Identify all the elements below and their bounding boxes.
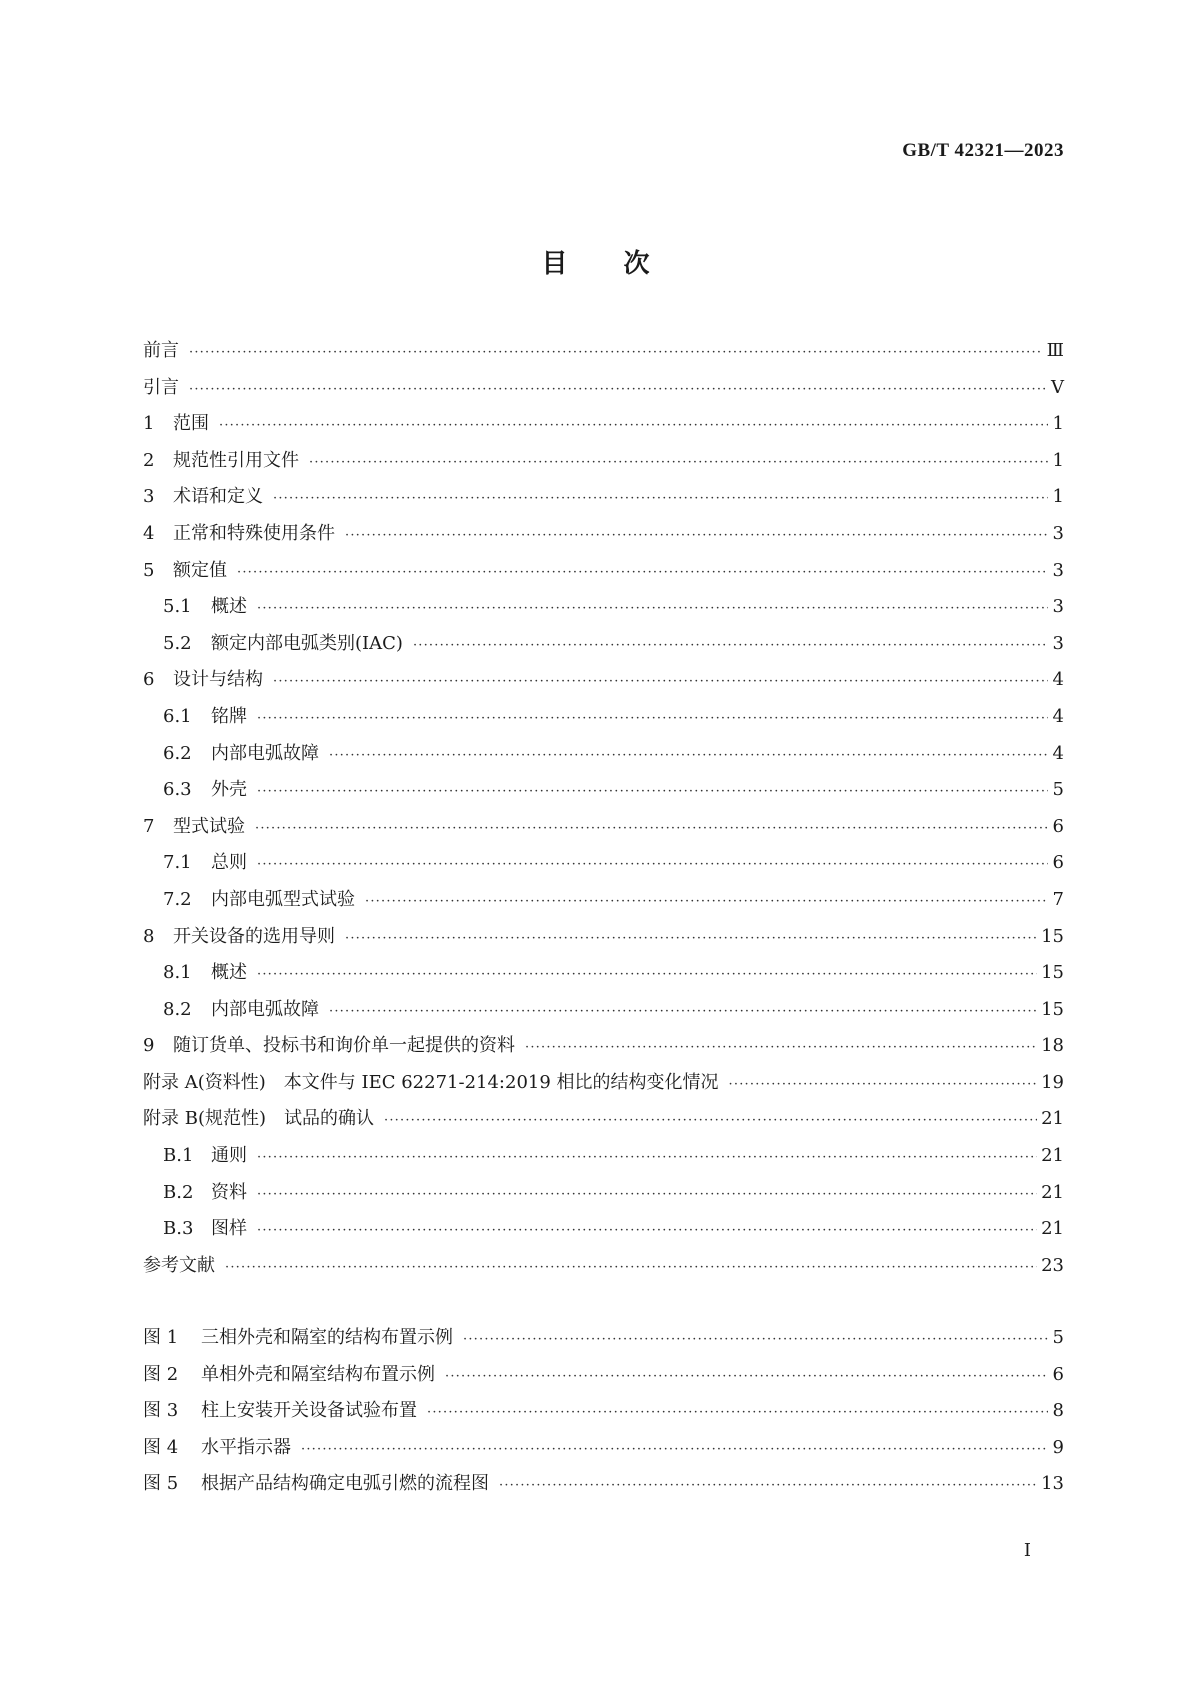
dot-leader — [257, 1219, 1037, 1243]
dot-leader — [257, 853, 1048, 877]
toc-entry-label: 外壳 — [211, 779, 247, 801]
toc-entry-page: 6 — [1052, 815, 1064, 837]
toc-entry-label: 前言 — [143, 340, 179, 361]
toc-entry-number: 6.2 — [163, 742, 192, 764]
table-of-contents — [143, 339, 1064, 1290]
toc-entry-label: 概述 — [211, 596, 247, 618]
figure-entry-page: 6 — [1052, 1363, 1064, 1385]
dot-leader — [309, 451, 1048, 475]
dot-leader — [345, 524, 1048, 548]
figure-entry[interactable] — [143, 1399, 1064, 1436]
toc-entry-page: Ⅲ — [1046, 340, 1064, 361]
toc-entry[interactable] — [143, 1034, 1064, 1071]
toc-entry[interactable] — [143, 925, 1064, 962]
toc-entry-number: 5 — [143, 559, 155, 581]
toc-entry-label: 内部电弧型式试验 — [211, 888, 355, 910]
toc-entry-page: 21 — [1041, 1218, 1064, 1240]
toc-entry-page: 4 — [1052, 669, 1064, 691]
dot-leader — [257, 1146, 1037, 1170]
dot-leader — [301, 1438, 1048, 1462]
toc-entry[interactable] — [143, 1254, 1064, 1291]
toc-entry[interactable] — [143, 705, 1064, 742]
figure-list — [143, 1326, 1064, 1509]
dot-leader — [413, 634, 1048, 658]
toc-entry-number: 2 — [143, 449, 155, 471]
toc-entry[interactable] — [143, 1071, 1064, 1108]
figure-entry-page: 8 — [1052, 1400, 1064, 1422]
dot-leader — [365, 890, 1048, 914]
toc-entry-number: 7 — [143, 815, 155, 837]
toc-entry-page: Ⅴ — [1051, 376, 1064, 398]
toc-entry[interactable] — [143, 961, 1064, 998]
dot-leader — [525, 1036, 1037, 1060]
dot-leader — [729, 1073, 1038, 1097]
figure-entry-page: 5 — [1052, 1327, 1064, 1348]
dot-leader — [257, 597, 1048, 621]
figure-entry-number: 图 3 — [143, 1400, 179, 1422]
dot-leader — [329, 1000, 1037, 1024]
toc-entry-label: 附录 B(规范性) 试品的确认 — [143, 1108, 374, 1130]
toc-entry-page: 3 — [1052, 559, 1064, 581]
toc-entry[interactable] — [143, 1181, 1064, 1218]
figure-entry-page: 9 — [1052, 1436, 1064, 1458]
dot-leader — [329, 744, 1048, 768]
figure-entry-number: 图 4 — [143, 1436, 179, 1458]
dot-leader — [189, 341, 1043, 365]
toc-entry-label: 概述 — [211, 962, 247, 984]
toc-entry-page: 1 — [1052, 486, 1064, 508]
toc-entry-number: B.3 — [163, 1218, 194, 1240]
figure-entry-number: 图 5 — [143, 1473, 179, 1495]
toc-entry-number: 6.3 — [163, 779, 192, 801]
toc-entry-number: 3 — [143, 486, 155, 508]
toc-entry-label: 参考文献 — [143, 1254, 215, 1276]
toc-entry[interactable] — [143, 1107, 1064, 1144]
dot-leader — [257, 963, 1037, 987]
toc-entry-number: 6.1 — [163, 705, 192, 727]
toc-entry-label: 铭牌 — [211, 705, 247, 727]
toc-entry-number: 9 — [143, 1035, 155, 1057]
toc-entry-page: 15 — [1041, 925, 1064, 947]
toc-entry[interactable] — [143, 595, 1064, 632]
toc-entry-label: 额定内部电弧类别(IAC) — [211, 632, 403, 654]
toc-entry[interactable] — [143, 742, 1064, 779]
figure-entry-label: 根据产品结构确定电弧引燃的流程图 — [201, 1473, 489, 1495]
figure-entry-page: 13 — [1041, 1473, 1064, 1495]
toc-entry[interactable] — [143, 668, 1064, 705]
toc-entry-page: 7 — [1052, 888, 1064, 910]
toc-entry-number: 5.2 — [163, 632, 192, 654]
toc-entry-page: 4 — [1052, 705, 1064, 727]
figure-entry[interactable] — [143, 1363, 1064, 1400]
toc-entry-label: 额定值 — [173, 559, 227, 581]
dot-leader — [384, 1109, 1037, 1133]
toc-entry-label: 图样 — [211, 1218, 247, 1240]
toc-entry-number: 5.1 — [163, 596, 192, 618]
toc-entry-number: 6 — [143, 669, 155, 691]
toc-entry-page: 3 — [1052, 522, 1064, 544]
toc-entry-label: 规范性引用文件 — [173, 449, 299, 471]
toc-entry[interactable] — [143, 998, 1064, 1035]
toc-entry-label: 随订货单、投标书和询价单一起提供的资料 — [173, 1035, 515, 1057]
figure-entry-label: 水平指示器 — [201, 1436, 291, 1458]
figure-entry-label: 三相外壳和隔室的结构布置示例 — [201, 1327, 453, 1348]
toc-entry-number: 1 — [143, 413, 155, 435]
toc-entry[interactable] — [143, 632, 1064, 669]
toc-entry[interactable] — [143, 559, 1064, 596]
dot-leader — [463, 1328, 1048, 1352]
toc-entry-number: B.2 — [163, 1181, 194, 1203]
dot-leader — [255, 817, 1048, 841]
toc-entry-label: 型式试验 — [173, 815, 245, 837]
toc-entry[interactable] — [143, 778, 1064, 815]
toc-entry-label: 内部电弧故障 — [211, 742, 319, 764]
toc-entry[interactable] — [143, 851, 1064, 888]
toc-entry-number: 8.2 — [163, 998, 192, 1020]
toc-entry-page: 1 — [1052, 413, 1064, 435]
dot-leader — [499, 1474, 1037, 1498]
figure-entry[interactable] — [143, 1472, 1064, 1509]
toc-entry-label: 引言 — [143, 376, 179, 398]
toc-entry-number: 8 — [143, 925, 155, 947]
toc-entry[interactable] — [143, 888, 1064, 925]
figure-entry-label: 单相外壳和隔室结构布置示例 — [201, 1363, 435, 1385]
toc-entry-label: 设计与结构 — [173, 669, 263, 691]
toc-entry-label: 范围 — [173, 413, 209, 435]
toc-entry-page: 21 — [1041, 1181, 1064, 1203]
toc-entry[interactable] — [143, 522, 1064, 559]
toc-entry-page: 19 — [1041, 1071, 1064, 1093]
toc-entry[interactable] — [143, 376, 1064, 413]
toc-entry-page: 6 — [1052, 852, 1064, 874]
dot-leader — [189, 378, 1047, 402]
dot-leader — [345, 927, 1037, 951]
dot-leader — [225, 1256, 1037, 1280]
toc-entry[interactable] — [143, 485, 1064, 522]
toc-entry-label: 开关设备的选用导则 — [173, 925, 335, 947]
dot-leader — [445, 1365, 1048, 1389]
toc-entry[interactable] — [143, 815, 1064, 852]
toc-entry-page: 23 — [1041, 1254, 1064, 1276]
figure-entry[interactable] — [143, 1436, 1064, 1473]
dot-leader — [219, 414, 1048, 438]
toc-entry-number: 7.1 — [163, 852, 192, 874]
toc-entry-number: 7.2 — [163, 888, 192, 910]
dot-leader — [257, 707, 1048, 731]
figure-entry[interactable] — [143, 1326, 1064, 1363]
toc-entry-label: 术语和定义 — [173, 486, 263, 508]
toc-entry-number: 4 — [143, 522, 155, 544]
dot-leader — [257, 780, 1048, 804]
toc-entry-label: 总则 — [211, 852, 247, 874]
dot-leader — [237, 561, 1048, 585]
toc-entry-number: B.1 — [163, 1145, 194, 1167]
toc-entry-label: 正常和特殊使用条件 — [173, 522, 335, 544]
toc-entry-label: 附录 A(资料性) 本文件与 IEC 62271-214:2019 相比的结构变化情况 — [143, 1071, 719, 1093]
toc-entry[interactable] — [143, 1144, 1064, 1181]
toc-entry-page: 15 — [1041, 962, 1064, 984]
toc-entry[interactable] — [143, 339, 1064, 376]
toc-entry-page: 18 — [1041, 1035, 1064, 1057]
toc-entry[interactable] — [143, 412, 1064, 449]
toc-entry-page: 15 — [1041, 998, 1064, 1020]
dot-leader — [257, 1183, 1037, 1207]
toc-entry-page: 21 — [1041, 1108, 1064, 1130]
toc-entry-label: 内部电弧故障 — [211, 998, 319, 1020]
toc-entry-page: 4 — [1052, 742, 1064, 764]
toc-entry-page: 21 — [1041, 1145, 1064, 1167]
toc-entry[interactable] — [143, 449, 1064, 486]
toc-entry-page: 3 — [1052, 632, 1064, 654]
toc-entry-page: 1 — [1052, 449, 1064, 471]
figure-entry-number: 图 2 — [143, 1363, 179, 1385]
figure-entry-number: 图 1 — [143, 1327, 179, 1348]
toc-entry-page: 5 — [1052, 779, 1064, 801]
figure-entry-label: 柱上安装开关设备试验布置 — [201, 1400, 417, 1422]
toc-entry[interactable] — [143, 1217, 1064, 1254]
page-title: 目次 — [541, 249, 706, 279]
toc-entry-page: 3 — [1052, 596, 1064, 618]
toc-entry-label: 通则 — [211, 1145, 247, 1167]
dot-leader — [273, 487, 1048, 511]
dot-leader — [427, 1401, 1048, 1425]
toc-entry-label: 资料 — [211, 1181, 247, 1203]
toc-entry-number: 8.1 — [163, 962, 192, 984]
page-number: Ⅰ — [1023, 1540, 1031, 1561]
standard-code: GB/T 42321—2023 — [902, 140, 1064, 161]
dot-leader — [273, 670, 1048, 694]
